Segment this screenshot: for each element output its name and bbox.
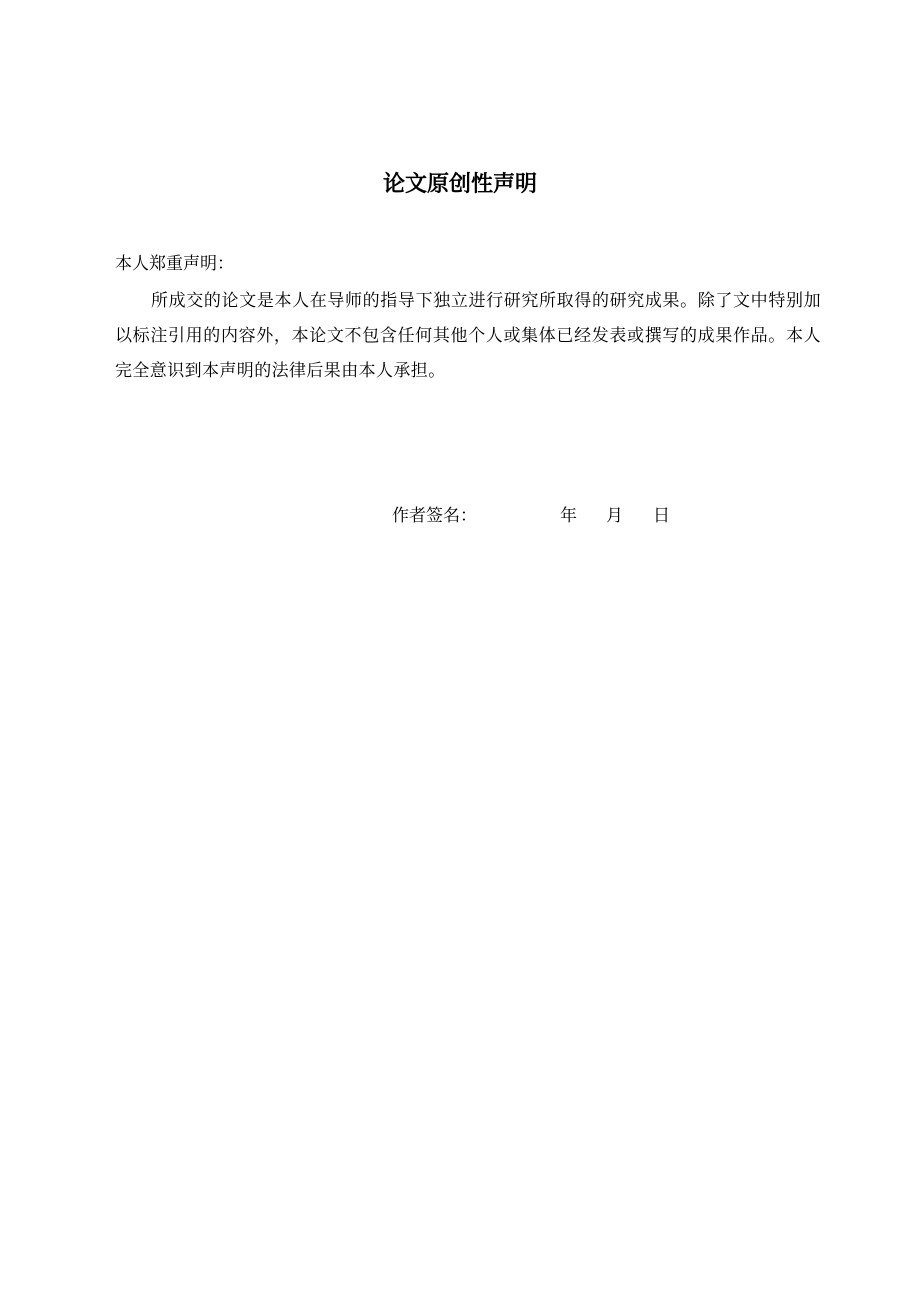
document-title: 论文原创性声明 xyxy=(382,172,537,197)
signature-month-label: 月 xyxy=(606,506,623,526)
signature-year-label: 年 xyxy=(560,506,577,526)
signature-day-label: 日 xyxy=(653,506,670,526)
declaration-lead: 本人郑重声明： xyxy=(115,254,234,274)
declaration-body: 所成交的论文是本人在导师的指导下独立进行研究所取得的研究成果。除了文中特别加以标注引用的内容外，本论文不包含任何其他个人或集体已经发表或撰写的成果作品。本人完全意识到本声明的法律后果由本人承担。 xyxy=(115,291,821,381)
author-signature-label: 作者签名： xyxy=(392,506,477,526)
